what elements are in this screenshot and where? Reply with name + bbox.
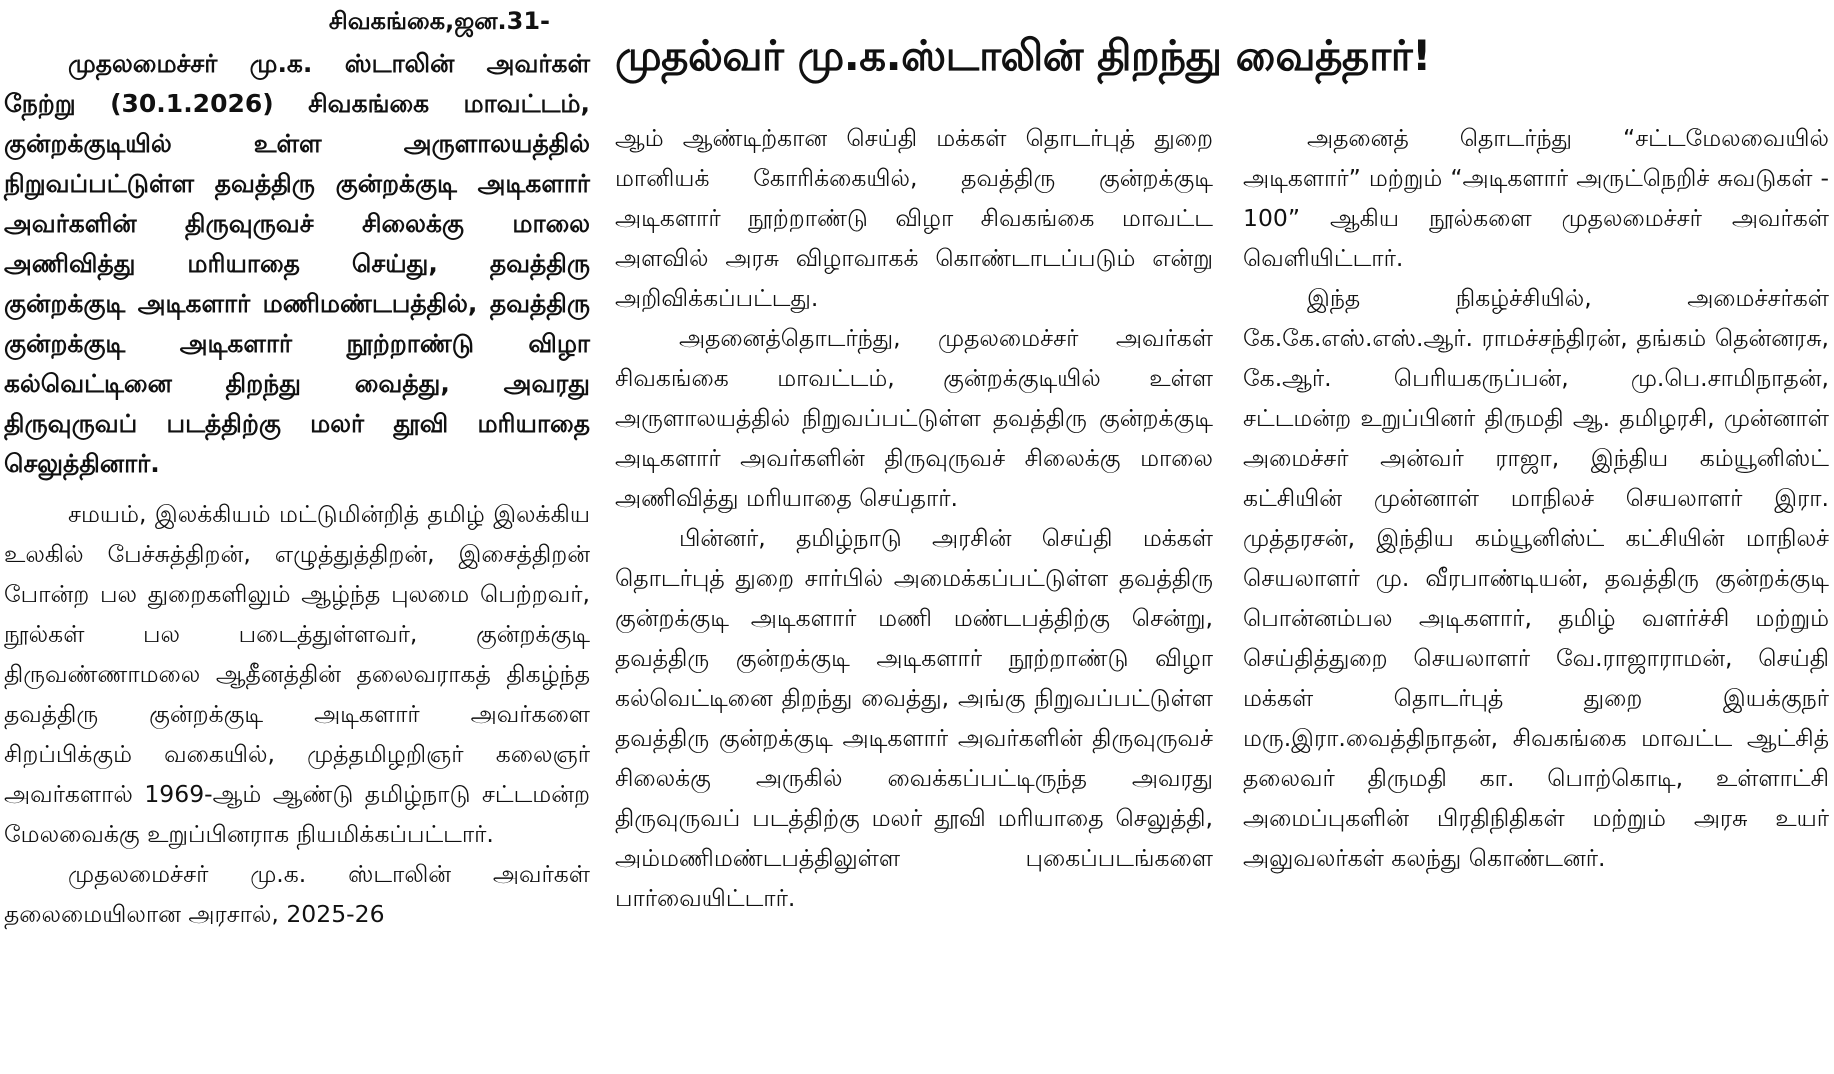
headline: முதல்வர் மு.க.ஸ்டாலின் திறந்து வைத்தார்! [615,31,1431,80]
body-paragraph: முதலமைச்சர் மு.க. ஸ்டாலின் அவர்கள் தலைமையிலான அரசால், 2025-26 [4,860,590,928]
column-1 [4,0,590,934]
body-paragraph: அதனைத் தொடர்ந்து “சட்டமேலவையில் அடிகளார்” மற்றும் “அடிகளார் அருட்நெறிச் சுவடுகள் - 100” ஆகிய நூல்களை முதலமைச்சர் அவர்கள் வெளியிட்டார். [1243,124,1829,272]
column-2 [615,118,1213,918]
body-paragraph: சமயம், இலக்கியம் மட்டுமின்றித் தமிழ் இலக்கிய உலகில் பேச்சுத்திறன், எழுத்துத்திறன், இசைத்திறன் போன்ற பல துறைகளிலும் ஆழ்ந்த புலமை பெற்றவர், நூல்கள் பல படைத்துள்ளவர், குன்றக்குடி திருவண்ணாமலை ஆதீனத்தின் தலைவராகத் திகழ்ந்த தவத்திரு குன்றக்குடி அடிகளார் அவர்களை சிறப்பிக்கும் வகையில், முத்தமிழறிஞர் கலைஞர் அவர்களால் 1969-ஆம் ஆண்டு தமிழ்நாடு சட்டமன்ற மேலவைக்கு உறுப்பினராக நியமிக்கப்பட்டார். [4,500,590,848]
column-3 [1243,118,1829,878]
body-paragraph: பின்னர், தமிழ்நாடு அரசின் செய்தி மக்கள் தொடர்புத் துறை சார்பில் அமைக்கப்பட்டுள்ள தவத்திரு குன்றக்குடி அடிகளார் மணி மண்டபத்திற்கு சென்று, தவத்திரு குன்றக்குடி அடிகளார் நூற்றாண்டு விழா கல்வெட்டினை திறந்து வைத்து, அங்கு நிறுவப்பட்டுள்ள தவத்திரு குன்றக்குடி அடிகளார் அவர்களின் திருவுருவச் சிலைக்கு அருகில் வைக்கப்பட்டிருந்த அவரது திருவுருவப் படத்திற்கு மலர் தூவி மரியாதை செலுத்தி, அம்மணிமண்டபத்திலுள்ள புகைப்படங்களை பார்வையிட்டார். [615,524,1213,912]
body-paragraph: ஆம் ஆண்டிற்கான செய்தி மக்கள் தொடர்புத் துறை மானியக் கோரிக்கையில், தவத்திரு குன்றக்குடி அடிகளார் நூற்றாண்டு விழா சிவகங்கை மாவட்ட அளவில் அரசு விழாவாகக் கொண்டாடப்படும் என்று அறிவிக்கப்பட்டது. [615,124,1213,312]
dateline: சிவகங்கை,ஜன.31- [328,7,550,35]
body-paragraph: இந்த நிகழ்ச்சியில், அமைச்சர்கள் கே.கே.எஸ்.எஸ்.ஆர். ராமச்சந்திரன், தங்கம் தென்னரசு, கே.ஆர். பெரியகருப்பன், மு.பெ.சாமிநாதன், சட்டமன்ற உறுப்பினர் திருமதி ஆ. தமிழரசி, முன்னாள் அமைச்சர் அன்வர் ராஜா, இந்திய கம்யூனிஸ்ட் கட்சியின் முன்னாள் மாநிலச் செயலாளர் இரா. முத்தரசன், இந்திய கம்யூனிஸ்ட் கட்சியின் மாநிலச் செயலாளர் மு. வீரபாண்டியன், தவத்திரு குன்றக்குடி பொன்னம்பல அடிகளார், தமிழ் வளர்ச்சி மற்றும் செய்தித்துறை செயலாளர் வே.ராஜாராமன், செய்தி மக்கள் தொடர்புத் துறை இயக்குநர் மரு.இரா.வைத்திநாதன், சிவகங்கை மாவட்ட ஆட்சித் தலைவர் திருமதி கா. பொற்கொடி, உள்ளாட்சி அமைப்புகளின் பிரதிநிதிகள் மற்றும் அரசு உயர் அலுவலர்கள் கலந்து கொண்டனர். [1243,284,1829,872]
lead-paragraph: முதலமைச்சர் மு.க. ஸ்டாலின் அவர்கள் நேற்று (30.1.2026) சிவகங்கை மாவட்டம், குன்றக்குடியில் உள்ள அருளாலயத்தில் நிறுவப்பட்டுள்ள தவத்திரு குன்றக்குடி அடிகளார் அவர்களின் திருவுருவச் சிலைக்கு மாலை அணிவித்து மரியாதை செய்து, தவத்திரு குன்றக்குடி அடிகளார் மணிமண்டபத்தில், தவத்திரு குன்றக்குடி அடிகளார் நூற்றாண்டு விழா கல்வெட்டினை திறந்து வைத்து, அவரது திருவுருவப் படத்திற்கு மலர் தூவி மரியாதை செலுத்தினார். [4,49,590,478]
body-paragraph: அதனைத்தொடர்ந்து, முதலமைச்சர் அவர்கள் சிவகங்கை மாவட்டம், குன்றக்குடியில் உள்ள அருளாலயத்தில் நிறுவப்பட்டுள்ள தவத்திரு குன்றக்குடி அடிகளார் அவர்களின் திருவுருவச் சிலைக்கு மாலை அணிவித்து மரியாதை செய்தார். [615,324,1213,512]
